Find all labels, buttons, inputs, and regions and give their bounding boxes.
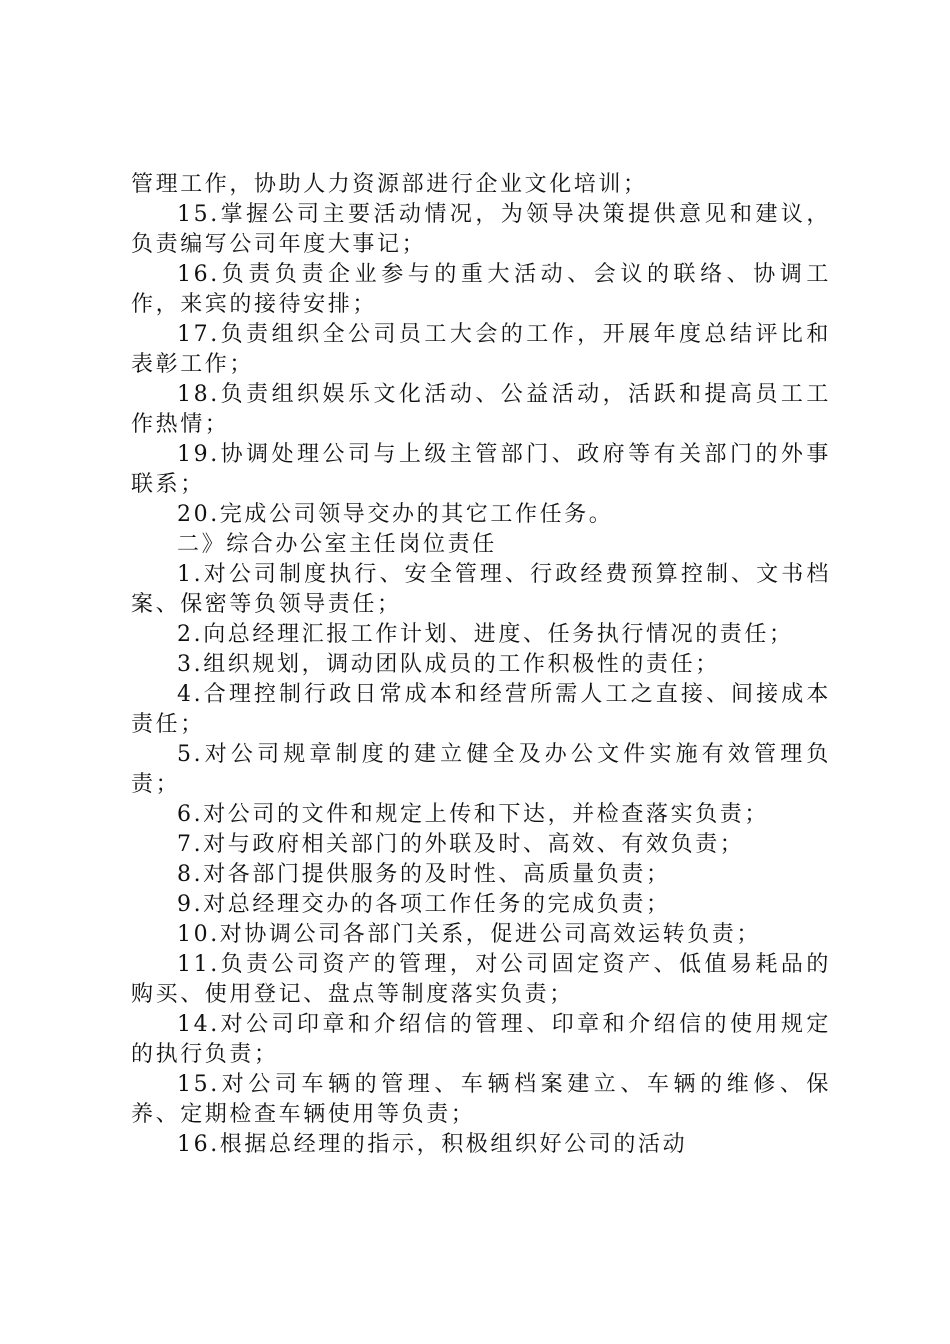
paragraph-item-20: 20.完成公司领导交办的其它工作任务。 <box>177 502 614 527</box>
paragraph-item-18: 18.负责组织娱乐文化活动、公益活动，活跃和提高员工工作热情； <box>131 382 831 437</box>
paragraph-continuation: 管理工作，协助人力资源部进行企业文化培训； <box>131 172 648 197</box>
duty-item-14: 14.对公司印章和介绍信的管理、印章和介绍信的使用规定的执行负责； <box>131 1012 831 1067</box>
duty-item-5: 5.对公司规章制度的建立健全及办公文件实施有效管理负责； <box>131 742 831 797</box>
paragraph-item-17: 17.负责组织全公司员工大会的工作，开展年度总结评比和表彰工作； <box>131 322 831 377</box>
duty-item-3: 3.组织规划，调动团队成员的工作积极性的责任； <box>177 652 720 677</box>
duty-item-9: 9.对总经理交办的各项工作任务的完成负责； <box>177 892 671 917</box>
duty-item-10: 10.对协调公司各部门关系，促进公司高效运转负责； <box>177 922 761 947</box>
duty-item-15: 15.对公司车辆的管理、车辆档案建立、车辆的维修、保养、定期检查车辆使用等负责； <box>131 1072 831 1127</box>
duty-item-8: 8.对各部门提供服务的及时性、高质量负责； <box>177 862 671 887</box>
duty-item-2: 2.向总经理汇报工作计划、进度、任务执行情况的责任； <box>177 622 794 647</box>
paragraph-item-19: 19.协调处理公司与上级主管部门、政府等有关部门的外事联系； <box>131 442 831 497</box>
duty-item-6: 6.对公司的文件和规定上传和下达，并检查落实负责； <box>177 802 769 827</box>
duty-item-11: 11.负责公司资产的管理，对公司固定资产、低值易耗品的购买、使用登记、盘点等制度落实负责； <box>131 952 831 1007</box>
paragraph-item-16: 16.负责负责企业参与的重大活动、会议的联络、协调工作，来宾的接待安排； <box>131 262 831 317</box>
section-heading: 二》综合办公室主任岗位责任 <box>177 532 497 557</box>
duty-item-16: 16.根据总经理的指示，积极组织好公司的活动 <box>177 1132 688 1157</box>
document-body <box>131 170 831 1160</box>
duty-item-1: 1.对公司制度执行、安全管理、行政经费预算控制、文书档案、保密等负领导责任； <box>131 562 831 617</box>
duty-item-7: 7.对与政府相关部门的外联及时、高效、有效负责； <box>177 832 745 857</box>
duty-item-4: 4.合理控制行政日常成本和经营所需人工之直接、间接成本责任； <box>131 682 831 737</box>
paragraph-item-15: 15.掌握公司主要活动情况，为领导决策提供意见和建议，负责编写公司年度大事记； <box>131 202 831 257</box>
